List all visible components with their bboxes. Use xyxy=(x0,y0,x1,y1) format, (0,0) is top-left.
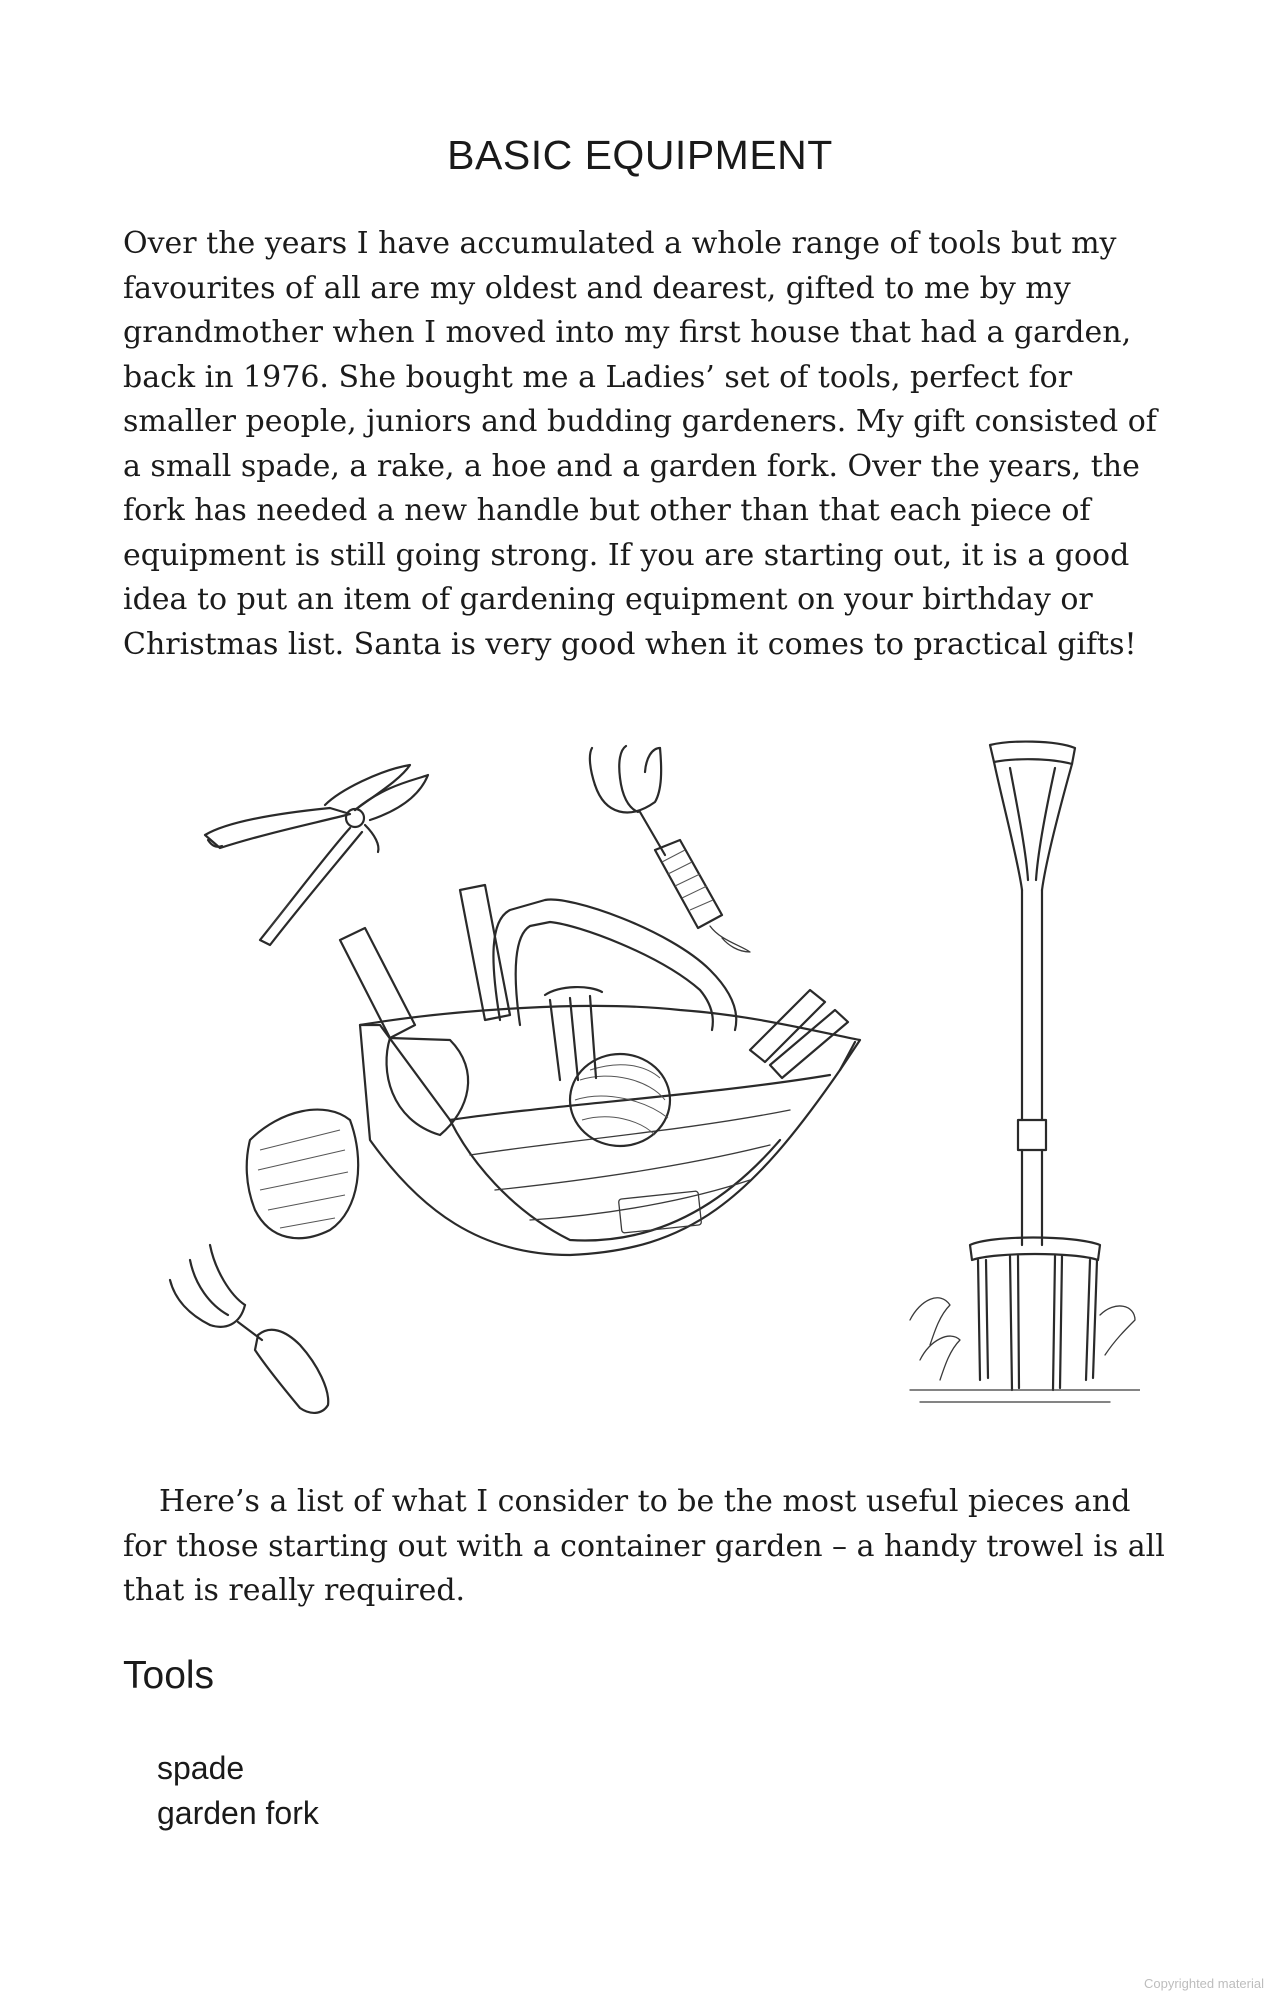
intro-paragraph: Over the years I have accumulated a whole range of tools but my favourites of all are my oldest and dearest, gifted to me by my grandmother when I moved into my first house that had a garden, back in 1976. She bought me a Ladies’ set of tools, perfect for smaller people, juniors and budding gardeners. My gift consisted of a small spade, a rake, a hoe and a garden fork. Over the years, the fork has needed a new handle but other than that each piece of equipment is still going strong. If you are starting out, it is a good idea to put an item of gardening equipment on your birthday or Christmas list. Santa is very good when it comes to practical gifts! xyxy=(123,226,1157,662)
hand-fork-icon xyxy=(590,746,750,952)
list-intro-paragraph: Here’s a list of what I consider to be the most useful pieces and for those starting out with a container garden – a handy trowel is all that is really required. xyxy=(123,1484,1165,1608)
tools-heading: Tools xyxy=(123,1654,215,1697)
hand-cultivator-icon xyxy=(170,1245,328,1413)
garden-fork-icon xyxy=(910,742,1140,1402)
list-item: garden fork xyxy=(157,1795,319,1831)
page-title: BASIC EQUIPMENT xyxy=(447,132,833,178)
list-item: spade xyxy=(157,1750,245,1786)
copyright-watermark: Copyrighted material xyxy=(1144,1976,1264,1991)
secateurs-icon xyxy=(205,765,428,945)
trug-basket-icon xyxy=(247,885,860,1255)
tools-list xyxy=(157,1746,319,1836)
garden-tools-illustration xyxy=(150,740,1140,1420)
